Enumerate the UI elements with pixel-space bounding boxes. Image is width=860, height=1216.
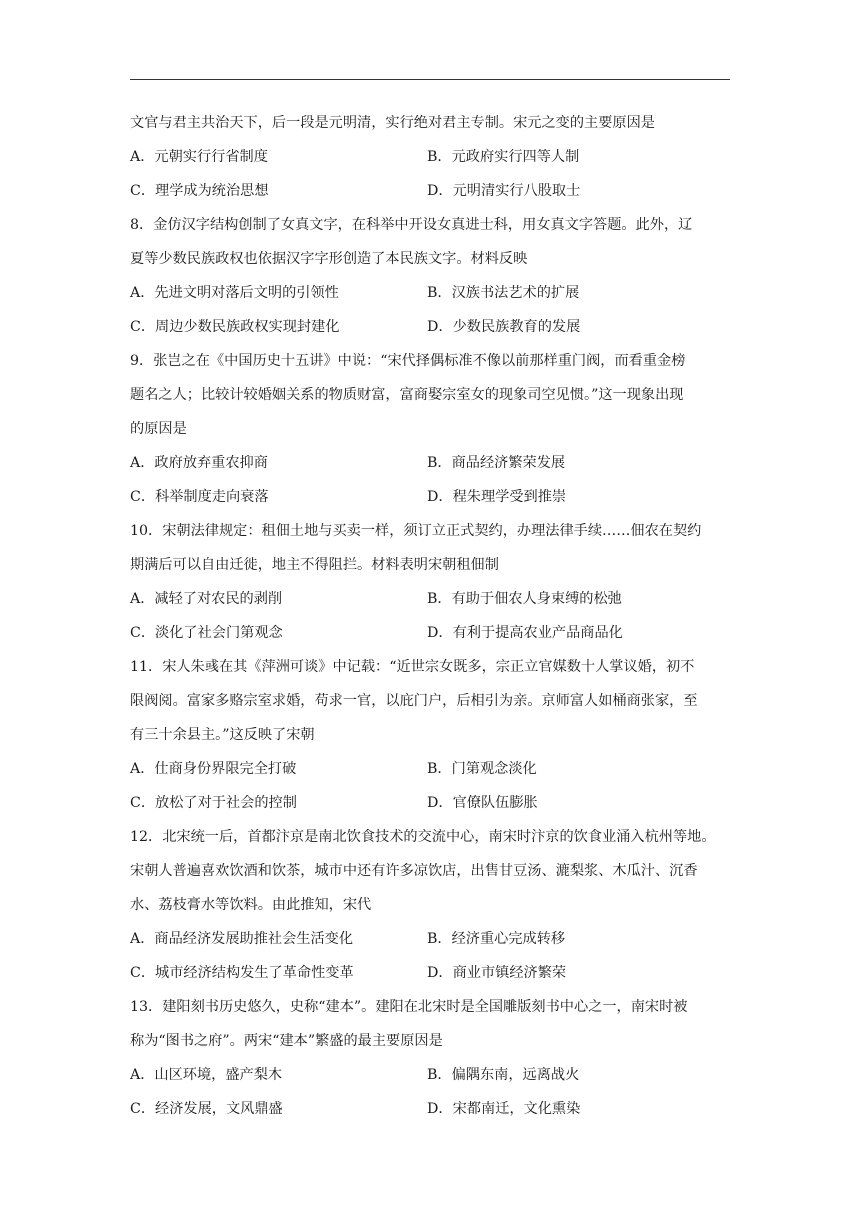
option-c: C．淡化了社会门第观念: [130, 625, 283, 641]
option-b: B．门第观念淡化: [427, 761, 537, 777]
option-c: C．城市经济结构发生了革命性变革: [130, 965, 354, 981]
option-d: D．官僚队伍膨胀: [427, 795, 538, 811]
question-stem-line: 宋朝人普遍喜欢饮酒和饮茶，城市中还有许多凉饮店，出售甘豆汤、漉梨浆、木瓜汁、沉香: [130, 863, 698, 879]
question-8: [130, 208, 730, 344]
option-b: B．元政府实行四等人制: [427, 149, 580, 165]
question-7-stem-continuation: 文官与君主共治天下，后一段是元明清，实行绝对君主专制。宋元之变的主要原因是: [130, 115, 655, 131]
question-7-options: [130, 140, 730, 208]
option-d: D．商业市镇经济繁荣: [427, 965, 567, 981]
question-stem-line: 期满后可以自由迁徙，地主不得阻拦。材料表明宋朝租佃制: [130, 557, 499, 573]
option-a: A．元朝实行行省制度: [130, 149, 268, 165]
question-13: [130, 990, 730, 1126]
question-stem-line: 水、荔枝膏水等饮料。由此推知，宋代: [130, 897, 372, 913]
option-a: A．仕商身份界限完全打破: [130, 761, 297, 777]
option-c: C．理学成为统治思想: [130, 183, 269, 199]
question-11: [130, 650, 730, 820]
question-stem-line: 的原因是: [130, 421, 187, 437]
question-stem-line: 12．北宋统一后，首都汴京是南北饮食技术的交流中心，南宋时汴京的饮食业涌入杭州等地。: [130, 829, 716, 845]
option-c: C．科举制度走向衰落: [130, 489, 269, 505]
question-stem-line: 9．张岂之在《中国历史十五讲》中说：“宋代择偶标准不像以前那样重门阀，而看重金榜: [130, 353, 686, 369]
option-c: C．经济发展，文风鼎盛: [130, 1101, 283, 1117]
option-d: D．程朱理学受到推崇: [427, 489, 567, 505]
option-c: C．周边少数民族政权实现封建化: [130, 319, 340, 335]
header-rule: [130, 79, 730, 80]
option-b: B．商品经济繁荣发展: [427, 455, 566, 471]
option-d: D．元明清实行八股取士: [427, 183, 581, 199]
option-b: B．经济重心完成转移: [427, 931, 566, 947]
question-stem-line: 13．建阳刻书历史悠久，史称“建本”。建阳在北宋时是全国雕版刻书中心之一，南宋时被: [130, 999, 688, 1015]
question-stem-line: 限阀阅。富家多赂宗室求婚，苟求一官，以庇门户，后相引为亲。京师富人如桶商张家，至: [130, 693, 698, 709]
question-9: [130, 344, 730, 514]
option-d: D．宋都南迁，文化熏染: [427, 1101, 581, 1117]
option-b: B．偏隅东南，远离战火: [427, 1067, 580, 1083]
option-b: B．汉族书法艺术的扩展: [427, 285, 580, 301]
question-stem-line: 11．宋人朱彧在其《萍洲可谈》中记载：“近世宗女既多，宗正立官媒数十人掌议婚，初不: [130, 659, 695, 675]
option-a: A．政府放弃重农抑商: [130, 455, 268, 471]
option-a: A．商品经济发展助推社会生活变化: [130, 931, 354, 947]
option-a: A．先进文明对落后文明的引领性: [130, 285, 339, 301]
question-stem-line: 题名之人；比较计较婚姻关系的物质财富，富商娶宗室女的现象司空见惯。”这一现象出现: [130, 387, 684, 403]
question-12: [130, 820, 730, 990]
question-stem-line: 有三十余县主。”这反映了宋朝: [130, 727, 315, 743]
option-b: B．有助于佃农人身束缚的松弛: [427, 591, 622, 607]
question-stem-line: 夏等少数民族政权也依据汉字字形创造了本民族文字。材料反映: [130, 251, 528, 267]
option-c: C．放松了对于社会的控制: [130, 795, 297, 811]
option-a: A．山区环境，盛产梨木: [130, 1067, 283, 1083]
exam-content: [130, 106, 730, 1126]
question-stem-line: 8．金仿汉字结构创制了女真文字，在科举中开设女真进士科，用女真文字答题。此外，辽: [130, 217, 693, 233]
option-d: D．少数民族教育的发展: [427, 319, 581, 335]
option-d: D．有利于提高农业产品商品化: [427, 625, 623, 641]
question-stem-line: 10．宋朝法律规定：租佃土地与买卖一样，须订立正式契约，办理法律手续……佃农在契约: [130, 523, 702, 539]
question-stem-line: 称为“图书之府”。两宋“建本”繁盛的最主要原因是: [130, 1033, 443, 1049]
option-a: A．减轻了对农民的剥削: [130, 591, 283, 607]
question-10: [130, 514, 730, 650]
